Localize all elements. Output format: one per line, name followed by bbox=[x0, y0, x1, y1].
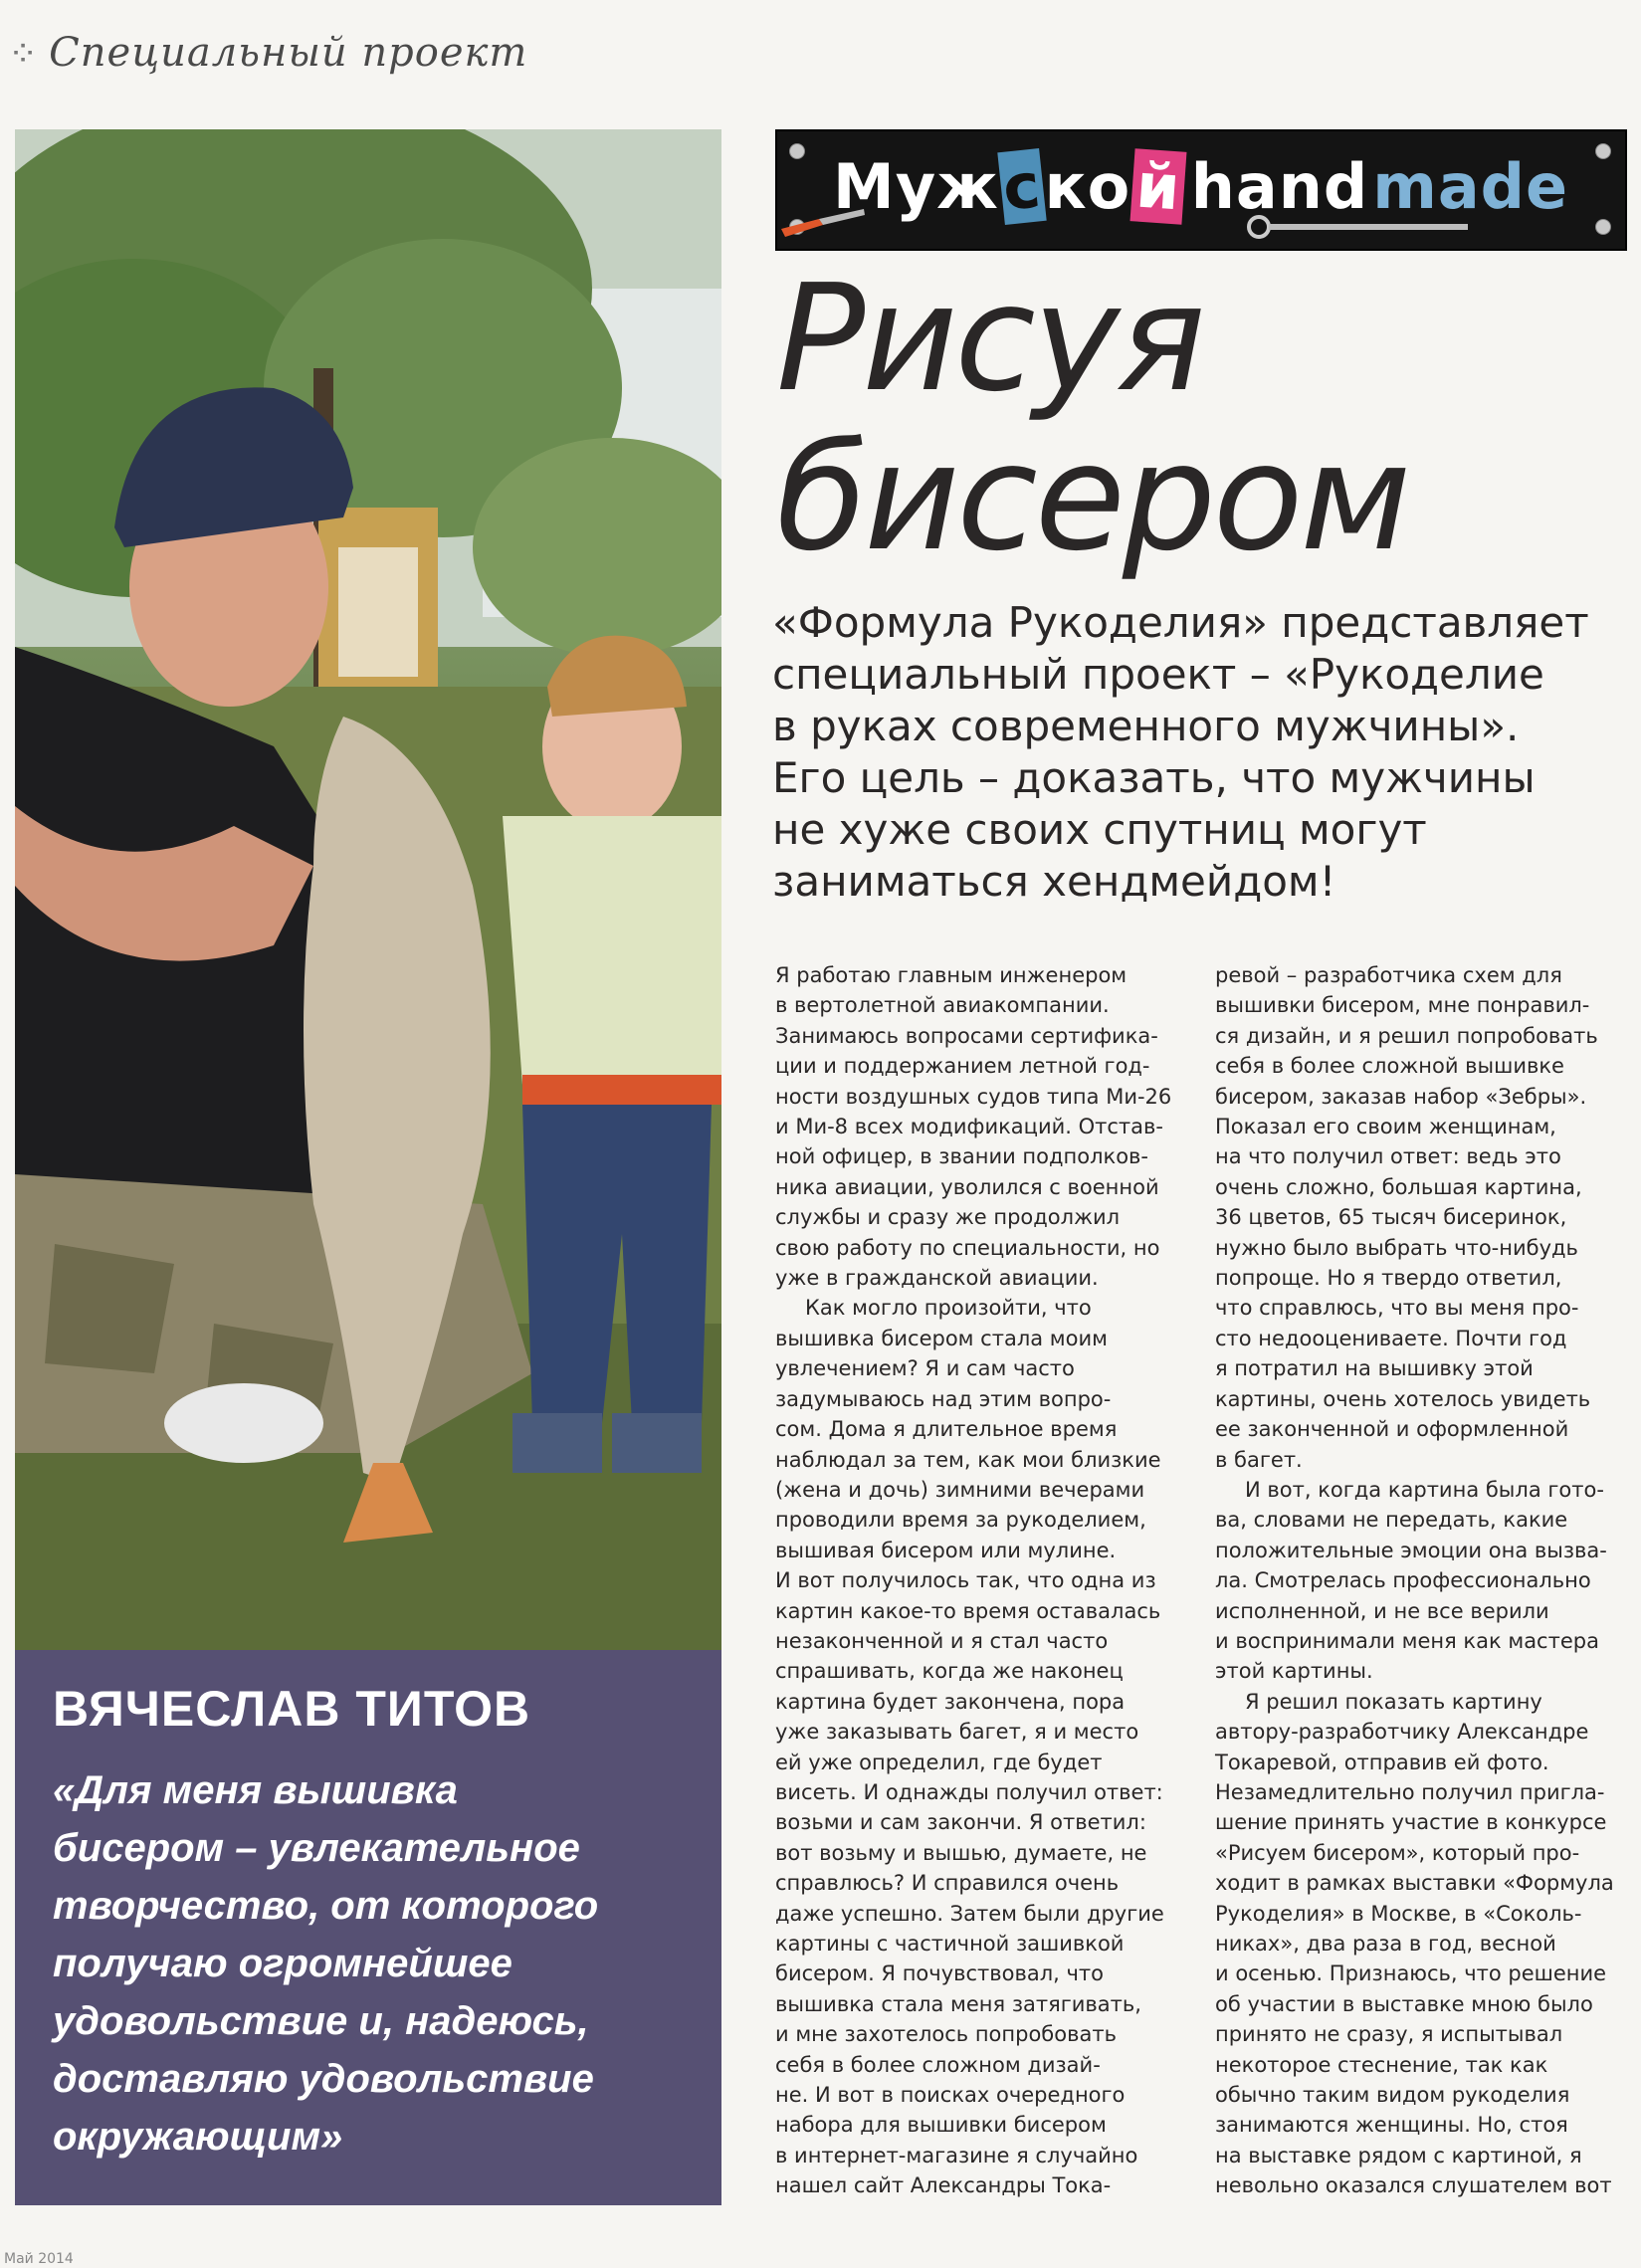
body-line: набора для вышивки бисером bbox=[775, 2113, 1107, 2138]
body-line: некоторое стеснение, так как bbox=[1215, 2052, 1548, 2077]
body-line: и воспринимали меня как мастера bbox=[1215, 1628, 1599, 1653]
body-line: ревой – разработчика схем для bbox=[1215, 963, 1562, 987]
body-line: невольно оказался слушателем вот bbox=[1215, 2173, 1612, 2198]
section-label: ⁘ Специальный проект bbox=[8, 30, 528, 76]
page-footer: Май 2014 bbox=[4, 2251, 74, 2267]
body-line: ной офицер, в звании подполков- bbox=[775, 1144, 1148, 1169]
body-line: и мне захотелось попробовать bbox=[775, 2022, 1117, 2047]
body-line: вышивка бисером стала моим bbox=[775, 1326, 1108, 1350]
body-line: никах», два раза в год, весной bbox=[1215, 1932, 1556, 1956]
article-photo bbox=[15, 129, 721, 1650]
body-line: исполненной, и не все верили bbox=[1215, 1598, 1549, 1623]
body-line: Занимаюсь вопросами сертифика- bbox=[775, 1023, 1158, 1048]
article-headline: Рисуя бисером bbox=[776, 253, 1409, 583]
body-line: об участии в выставке мною было bbox=[1215, 1991, 1593, 2016]
body-line: наблюдал за тем, как мои близкие bbox=[775, 1447, 1161, 1472]
screw-icon bbox=[1595, 143, 1611, 159]
body-line: И вот получилось так, что одна из bbox=[775, 1568, 1156, 1593]
body-line: принято не сразу, я испытывал bbox=[1215, 2022, 1563, 2047]
body-column-1 bbox=[775, 960, 1191, 2201]
body-line: висеть. И однажды получил ответ: bbox=[775, 1779, 1163, 1804]
body-line: вышивка стала меня затягивать, bbox=[775, 1991, 1141, 2016]
body-line: положительные эмоции она вызва- bbox=[1215, 1538, 1607, 1562]
body-line: на что получил ответ: ведь это bbox=[1215, 1144, 1561, 1169]
body-line: спрашивать, когда же наконец bbox=[775, 1659, 1124, 1684]
body-line: сто недооцениваете. Почти год bbox=[1215, 1326, 1567, 1350]
body-line: очень сложно, большая картина, bbox=[1215, 1174, 1582, 1199]
body-line: ее законченной и оформленной bbox=[1215, 1417, 1569, 1442]
person-name: ВЯЧЕСЛАВ ТИТОВ bbox=[53, 1681, 531, 1737]
body-line: занимаются женщины. Но, стоя bbox=[1215, 2113, 1568, 2138]
body-line: Я работаю главным инженером bbox=[775, 963, 1128, 987]
body-line: картина будет закончена, пора bbox=[775, 1689, 1126, 1714]
body-line: вот возьму и вышью, думаете, не bbox=[775, 1840, 1147, 1865]
body-line: нашел сайт Александры Тока- bbox=[775, 2173, 1112, 2198]
body-line: картины с частичной зашивкой bbox=[775, 1932, 1125, 1956]
body-line: попроще. Но я твердо ответил, bbox=[1215, 1266, 1562, 1291]
body-line: сом. Дома я длительное время bbox=[775, 1417, 1118, 1442]
body-line: бисером. Я почувствовал, что bbox=[775, 1961, 1105, 1986]
body-line: задумываюсь над этим вопро- bbox=[775, 1386, 1112, 1411]
body-line: вышивая бисером или мулине. bbox=[775, 1538, 1117, 1562]
body-line: шение принять участие в конкурсе bbox=[1215, 1810, 1607, 1835]
body-line: Я решил показать картину bbox=[1245, 1689, 1542, 1714]
body-line: ности воздушных судов типа Ми-26 bbox=[775, 1084, 1172, 1109]
body-column-2 bbox=[1215, 960, 1631, 2201]
body-line: Как могло произойти, что bbox=[805, 1296, 1092, 1321]
body-line: и осенью. Признаюсь, что решение bbox=[1215, 1961, 1607, 1986]
body-line: ла. Смотрелась профессионально bbox=[1215, 1568, 1591, 1593]
banner-title: Муж с ко й hand made bbox=[833, 147, 1569, 225]
body-line: ва, словами не передать, какие bbox=[1215, 1508, 1568, 1533]
body-line: себя в более сложном дизай- bbox=[775, 2052, 1101, 2077]
body-line: вышивки бисером, мне понравил- bbox=[1215, 993, 1590, 1018]
body-line: Рукоделия» в Москве, в «Соколь- bbox=[1215, 1901, 1582, 1926]
body-line: увлечением? Я и сам часто bbox=[775, 1356, 1075, 1381]
body-line: нужно было выбрать что-нибудь bbox=[1215, 1235, 1578, 1260]
body-line: службы и сразу же продолжил bbox=[775, 1205, 1121, 1230]
body-line: Показал его своим женщинам, bbox=[1215, 1115, 1556, 1139]
body-line: в интернет-магазине я случайно bbox=[775, 2143, 1138, 2167]
body-line: ника авиации, уволился с военной bbox=[775, 1174, 1159, 1199]
caption-box bbox=[15, 1650, 721, 2205]
body-line: картин какое-то время оставалась bbox=[775, 1598, 1161, 1623]
person-quote: «Для меня вышивка бисером – увлекательное творчество, от которого получаю огромнейшее удовольствие и, надеюсь, доставляю удовольствие окружающим» bbox=[53, 1768, 599, 2159]
body-line: ей уже определил, где будет bbox=[775, 1750, 1103, 1774]
screw-icon bbox=[789, 143, 805, 159]
body-line: 36 цветов, 65 тысяч бисеринок, bbox=[1215, 1205, 1567, 1230]
bullet-icon: ⁘ bbox=[8, 34, 40, 75]
body-line: не. И вот в поисках очередного bbox=[775, 2083, 1126, 2108]
body-line: в вертолетной авиакомпании. bbox=[775, 993, 1110, 1018]
body-line: незаконченной и я стал часто bbox=[775, 1628, 1109, 1653]
body-line: бисером, заказав набор «Зебры». bbox=[1215, 1084, 1587, 1109]
body-line: возьми и сам закончи. Я ответил: bbox=[775, 1810, 1146, 1835]
article-lead: «Формула Рукоделия» представляет специальный проект – «Рукоделие в руках современного мужчины». Его цель – доказать, что мужчины не хуже своих спутниц могут заниматься хендмейдом! bbox=[772, 598, 1589, 906]
body-line: автору-разработчику Александре bbox=[1215, 1720, 1589, 1745]
body-line: что справлюсь, что вы меня про- bbox=[1215, 1296, 1579, 1321]
body-line: уже в гражданской авиации. bbox=[775, 1266, 1099, 1291]
body-line: справлюсь? И справился очень bbox=[775, 1871, 1120, 1896]
body-line: на выставке рядом с картиной, я bbox=[1215, 2143, 1582, 2167]
body-line: ходит в рамках выставки «Формула bbox=[1215, 1871, 1614, 1896]
photo-illustration bbox=[15, 129, 721, 1650]
body-line: Токаревой, отправив ей фото. bbox=[1215, 1750, 1549, 1774]
body-line: проводили время за рукоделием, bbox=[775, 1508, 1146, 1533]
body-line: картины, очень хотелось увидеть bbox=[1215, 1386, 1591, 1411]
body-line: (жена и дочь) зимними вечерами bbox=[775, 1477, 1145, 1502]
body-line: свою работу по специальности, но bbox=[775, 1235, 1160, 1260]
body-line: уже заказывать багет, я и место bbox=[775, 1720, 1139, 1745]
body-line: себя в более сложной вышивке bbox=[1215, 1054, 1564, 1079]
project-banner bbox=[775, 129, 1627, 251]
body-line: этой картины. bbox=[1215, 1659, 1373, 1684]
body-line: «Рисуем бисером», который про- bbox=[1215, 1840, 1580, 1865]
body-line: И вот, когда картина была гото- bbox=[1245, 1477, 1604, 1502]
body-line: ции и поддержанием летной год- bbox=[775, 1054, 1150, 1079]
body-line: Незамедлительно получил пригла- bbox=[1215, 1779, 1605, 1804]
body-line: обычно таким видом рукоделия bbox=[1215, 2083, 1570, 2108]
body-line: в багет. bbox=[1215, 1447, 1303, 1472]
body-line: ся дизайн, и я решил попробовать bbox=[1215, 1023, 1598, 1048]
screw-icon bbox=[1595, 219, 1611, 235]
body-line: и Ми-8 всех модификаций. Отстав- bbox=[775, 1115, 1163, 1139]
body-line: даже успешно. Затем были другие bbox=[775, 1901, 1164, 1926]
body-line: я потратил на вышивку этой bbox=[1215, 1356, 1534, 1381]
